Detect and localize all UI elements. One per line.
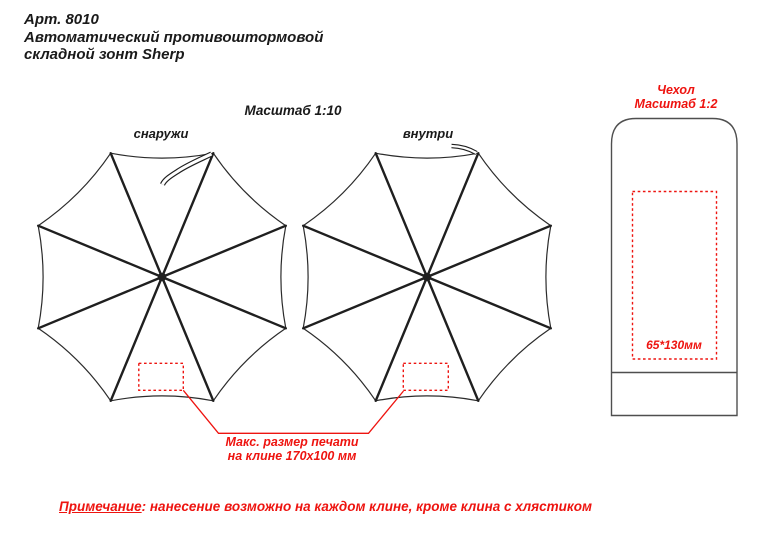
product-name-line: складной зонт Sherp <box>24 46 185 63</box>
case-name: Чехол <box>657 83 695 97</box>
umbrella-hub <box>158 273 167 282</box>
print-size-callout <box>225 436 358 463</box>
footnote <box>59 499 592 514</box>
callout-line: Макс. размер печати <box>225 435 359 449</box>
case-drawing <box>612 119 738 416</box>
inside-view-label: внутри <box>402 126 454 141</box>
umbrella-hub <box>423 273 432 282</box>
case-label <box>635 84 718 111</box>
document-title <box>24 11 323 64</box>
strap-tab <box>452 146 477 153</box>
product-name-line: Автоматический противоштормовой <box>24 28 324 46</box>
footnote-text: : нанесение возможно на каждом клине, кроме клина с хлястиком <box>141 499 592 514</box>
outside-view-label: снаружи <box>133 126 189 141</box>
case-scale: Масштаб 1:2 <box>634 96 718 111</box>
article-number: Арт. 8010 <box>24 11 99 28</box>
umbrella-scale-label: Масштаб 1:10 <box>244 103 342 118</box>
footnote-label: Примечание <box>59 499 142 514</box>
case-outline <box>612 119 738 416</box>
callout-line: на клине 170x100 мм <box>227 448 357 463</box>
case-print-size-label: 65*130мм <box>646 338 702 352</box>
case-print-area <box>633 192 717 360</box>
umbrella-inside-drawing <box>303 146 551 401</box>
